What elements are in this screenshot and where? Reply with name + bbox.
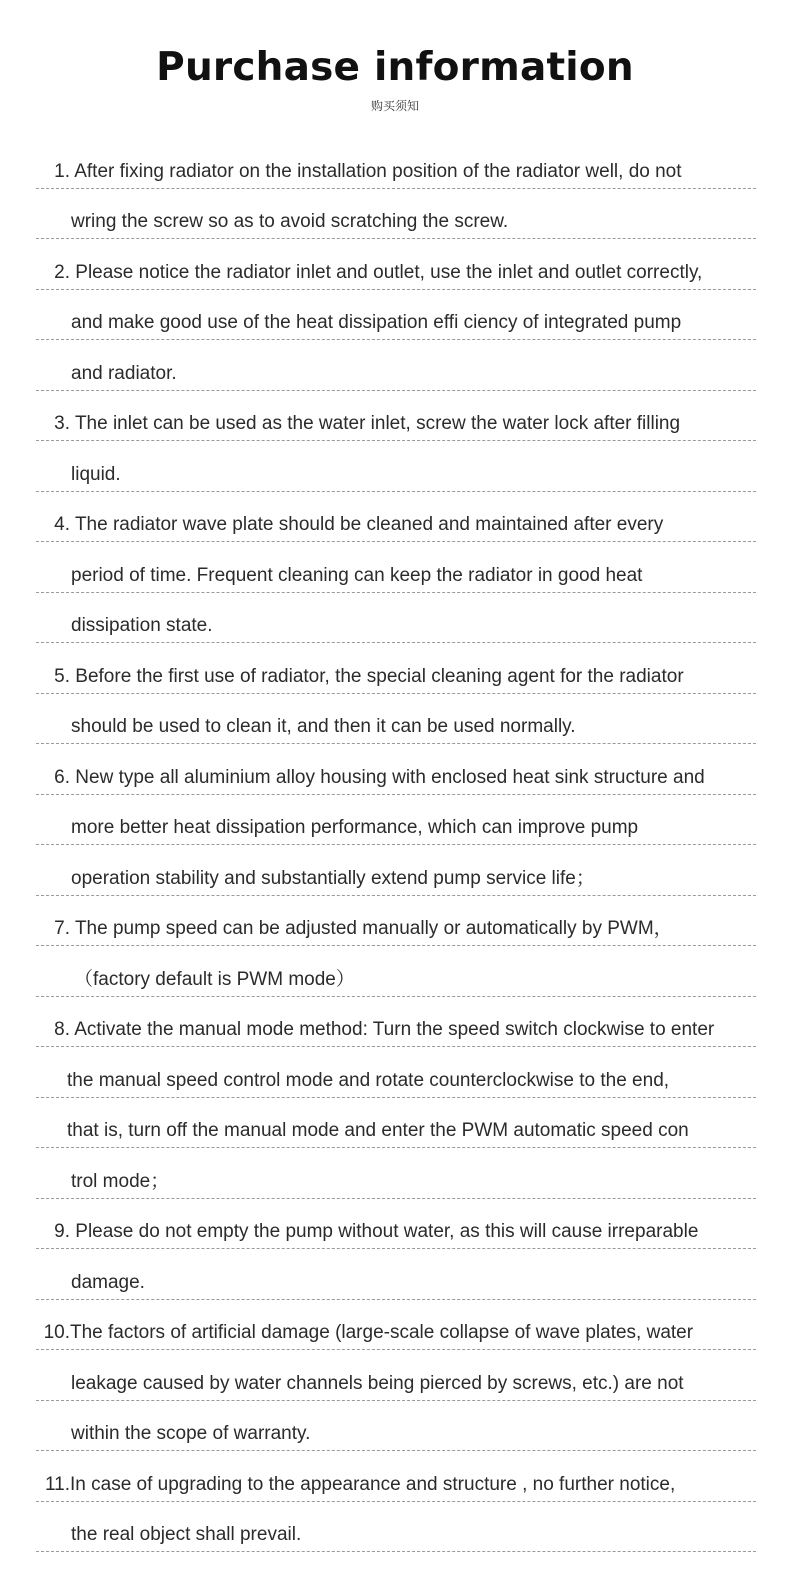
note-text: leakage caused by water channels being pierced by screws, etc.) are not <box>71 1372 684 1394</box>
note-text: The pump speed can be adjusted manually or automatically by PWM， <box>74 918 673 939</box>
note-text: more better heat dissipation performance, which can improve pump <box>71 817 639 838</box>
note-text: New type all aluminium alloy housing with enclosed heat sink structure and <box>75 766 705 788</box>
note-number: 4. <box>54 514 70 535</box>
note-line <box>36 593 756 644</box>
note-number: 3. <box>54 413 70 434</box>
note-text: The radiator wave plate should be cleaned and maintained after every <box>74 514 664 535</box>
note-text: damage. <box>71 1271 145 1293</box>
note-text: In case of upgrading to the appearance and structure , no further notice, <box>70 1473 676 1495</box>
note-line <box>36 340 756 391</box>
note-text: and radiator. <box>71 362 177 384</box>
note-number: 10. <box>43 1322 70 1343</box>
note-line <box>36 290 756 341</box>
note-text: the real object shall prevail. <box>71 1524 302 1545</box>
note-number: 7. <box>54 918 70 939</box>
note-line <box>36 1249 756 1300</box>
note-line <box>36 896 756 947</box>
note-number: 9. <box>54 1221 70 1242</box>
note-line <box>36 845 756 896</box>
page-title: Purchase information <box>156 45 634 90</box>
note-text: period of time. Frequent cleaning can keep the radiator in good heat <box>71 564 643 586</box>
note-line <box>36 744 756 795</box>
note-line <box>36 189 756 240</box>
note-text: operation stability and substantially extend pump service life； <box>71 867 595 889</box>
note-line <box>36 441 756 492</box>
note-text: that is, turn off the manual mode and enter the PWM automatic speed con <box>67 1120 689 1141</box>
note-number: 11. <box>44 1473 70 1495</box>
note-line <box>36 997 756 1048</box>
note-text: Activate the manual mode method: Turn the speed switch clockwise to enter <box>74 1019 715 1040</box>
note-text: wring the screw so as to avoid scratching the screw. <box>71 211 509 232</box>
note-line <box>36 138 756 189</box>
note-line <box>36 239 756 290</box>
page-subtitle: 购买须知 <box>370 99 419 113</box>
note-text: within the scope of warranty. <box>71 1423 311 1444</box>
note-number: 2. <box>54 261 70 283</box>
note-text: （factory default is PWM mode） <box>74 968 355 990</box>
note-line <box>36 1502 756 1553</box>
note-line <box>36 694 756 745</box>
note-number: 8. <box>54 1019 70 1040</box>
note-text: After fixing radiator on the installation position of the radiator well, do not <box>74 160 682 182</box>
note-line <box>36 795 756 846</box>
note-line <box>36 1047 756 1098</box>
note-text: Please do not empty the pump without water, as this will cause irreparable <box>75 1221 699 1242</box>
note-line <box>36 643 756 694</box>
note-line <box>36 542 756 593</box>
notes-list <box>36 138 756 1552</box>
note-number: 1. <box>54 160 70 182</box>
note-line <box>36 1350 756 1401</box>
note-line <box>36 1098 756 1149</box>
note-line <box>36 946 756 997</box>
note-text: and make good use of the heat dissipation effi ciency of integrated pump <box>71 312 682 333</box>
note-line <box>36 1401 756 1452</box>
note-line <box>36 391 756 442</box>
note-text: dissipation state. <box>71 615 213 636</box>
note-text: Before the first use of radiator, the special cleaning agent for the radiator <box>75 665 684 687</box>
note-number: 6. <box>54 766 70 788</box>
note-text: liquid. <box>71 463 121 485</box>
note-line <box>36 1148 756 1199</box>
note-text: The inlet can be used as the water inlet, screw the water lock after filling <box>74 413 681 434</box>
note-text: trol mode； <box>71 1170 170 1192</box>
note-text: should be used to clean it, and then it can be used normally. <box>71 716 576 737</box>
note-line <box>36 492 756 543</box>
note-line <box>36 1199 756 1250</box>
note-text: the manual speed control mode and rotate counterclockwise to the end, <box>67 1069 670 1091</box>
note-line <box>36 1300 756 1351</box>
note-number: 5. <box>54 665 70 687</box>
note-text: The factors of artificial damage (large-scale collapse of wave plates, water <box>70 1322 694 1343</box>
note-line <box>36 1451 756 1502</box>
note-text: Please notice the radiator inlet and outlet, use the inlet and outlet correctly, <box>75 261 703 283</box>
